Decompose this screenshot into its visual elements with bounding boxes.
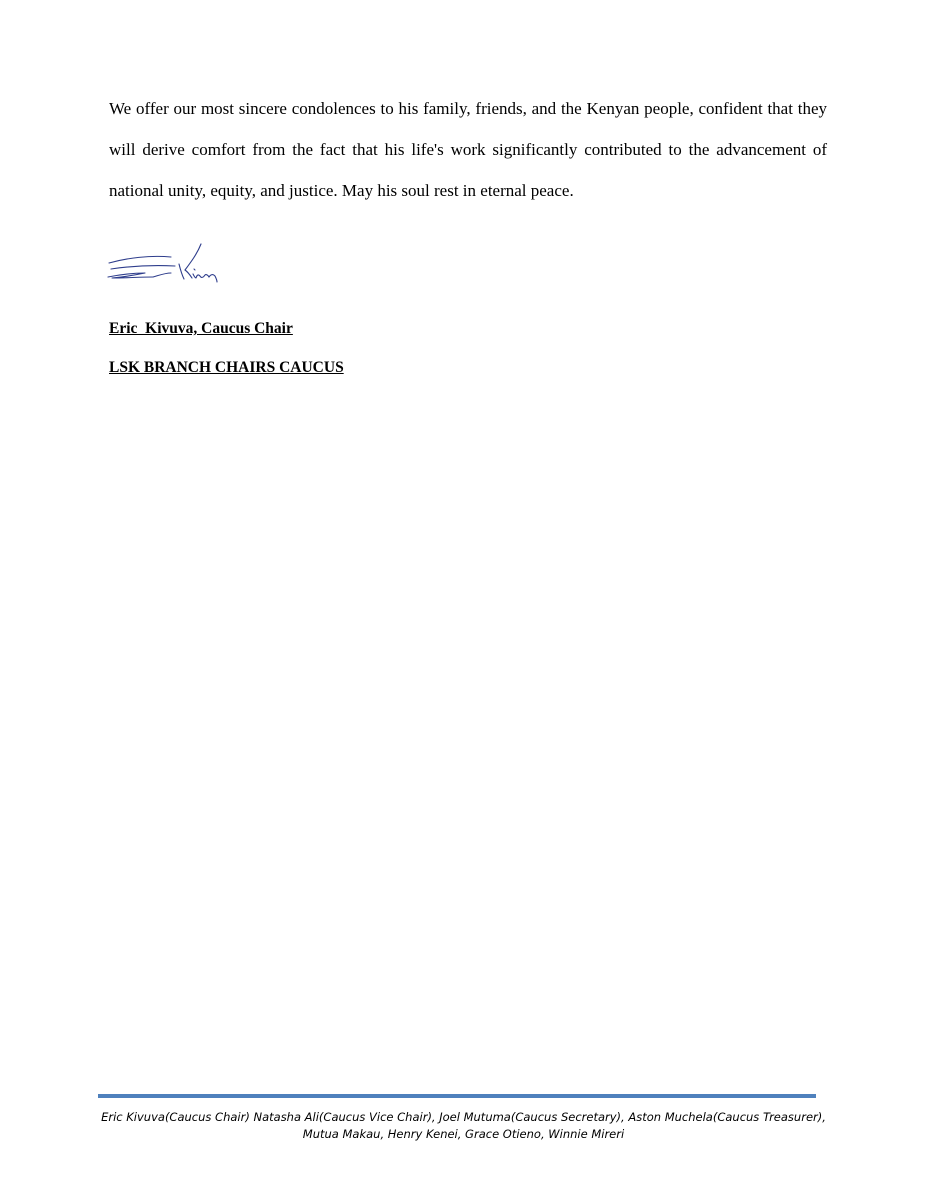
organization-name: LSK BRANCH CHAIRS CAUCUS [109,359,344,376]
handwritten-signature [105,240,220,285]
footer-line-members: Mutua Makau, Henry Kenei, Grace Otieno, Winnie Mireri [302,1127,625,1141]
signatory-name: Eric Kivuva, Caucus Chair [109,320,293,337]
footer-divider [98,1094,816,1098]
footer-members-list [90,1109,837,1143]
condolence-paragraph: We offer our most sincere condolences to his family, friends, and the Kenyan people, confident that they will derive comfort from the fact that his life's work significantly contributed to the advancement of national unity, equity, and justice. May his soul rest in eternal peace. [109,99,827,200]
footer-line-officers: Eric Kivuva(Caucus Chair) Natasha Ali(Caucus Vice Chair), Joel Mutuma(Caucus Secretary), Aston Muchela(Caucus Treasurer), [101,1110,826,1124]
